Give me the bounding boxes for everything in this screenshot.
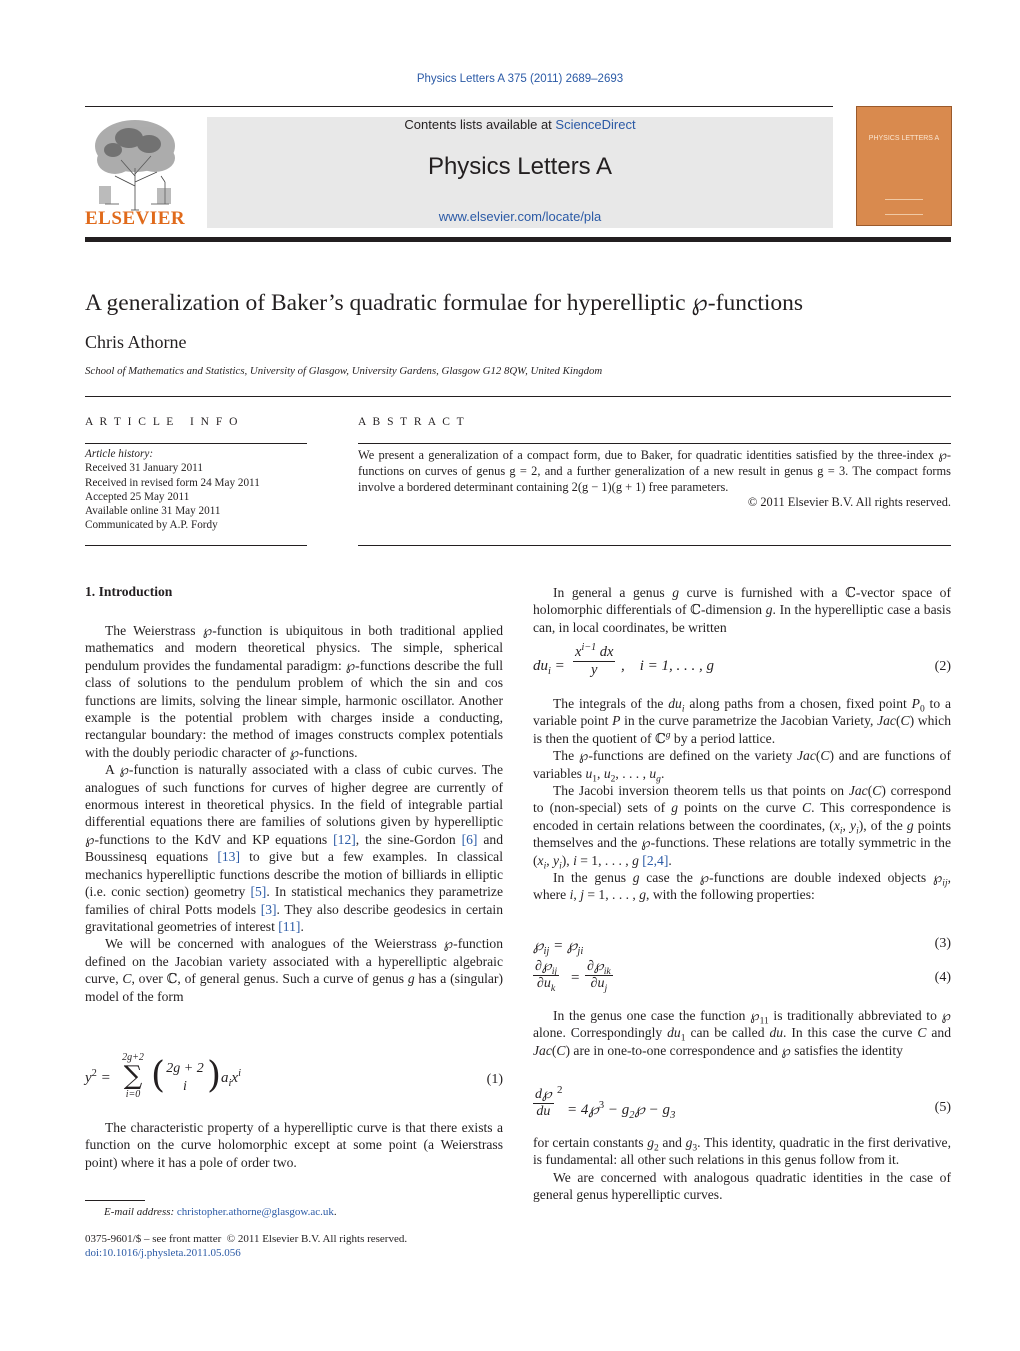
elsevier-logo-text: ELSEVIER	[85, 208, 186, 229]
article-history	[85, 447, 260, 533]
right-paragraph-8: We are concerned with analogous quadratic identities in the case of general genus hyperelliptic curves.	[533, 1169, 951, 1203]
intro-paragraphs	[85, 622, 503, 1005]
journal-citation[interactable]: Physics Letters A 375 (2011) 2689–2693	[416, 73, 624, 85]
equation-1: $y^2$ = 2g+2 ∑ i=0 ( 2g + 2 i ) $a_ix^i$ (1)	[85, 1052, 503, 1100]
section-heading-introduction: 1. Introduction	[85, 584, 173, 599]
equation-2: $du_i$ = $\frac{x^{i-1} dx}{y}$ , i = 1, . . . , g (2)	[533, 642, 951, 678]
ref-2-4-link[interactable]: [2,4]	[642, 852, 669, 868]
history-received: Received 31 January 2011	[85, 462, 203, 475]
journal-cover	[856, 106, 952, 226]
equation-number-2: (2)	[934, 659, 951, 674]
history-accepted: Accepted 25 May 2011	[85, 490, 190, 503]
contents-line	[207, 117, 833, 132]
intro-paragraph-2: A ℘-function is naturally associated with a class of cubic curves. The analogues of such functions for curves of higher degree are currently of enormous interest in theoretical physics. In the field of integrable partial differential equations there are families of solutions given by hyperelliptic ℘-functions to the KdV and KP equations [12], the sine-Gordon [6] and Boussinesq equations [13] to give but a few examples. In classical mechanics hyperelliptic functions describe the motion of billiards in elliptic (i.e. conic section) geometry [5]. In statistical mechanics they parametrize families of chiral Potts models [3]. They also describe geodesics in certain gravitational geometries of interest [11].	[85, 762, 503, 934]
article-title: A generalization of Baker’s quadratic formulae for hyperelliptic ℘-functions	[85, 290, 804, 316]
header-thick-rule	[85, 237, 951, 242]
article-info-heading: A R T I C L E I N F O	[85, 416, 240, 428]
cover-title: PHYSICS LETTERS A	[868, 135, 940, 142]
right-paragraph-7: for certain constants $g_2$ and $g_3$. This identity, quadratic in the first derivative, is fundamental: all other such relations in this genus follow from it.	[533, 1135, 951, 1168]
journal-title: Physics Letters A	[427, 153, 613, 180]
sciencedirect-link[interactable]: ScienceDirect	[555, 117, 636, 132]
email-end: .	[333, 1206, 337, 1218]
ref-5-link[interactable]: [5]	[250, 884, 267, 900]
right-paragraphs-3	[533, 1134, 951, 1204]
elsevier-tree-icon	[85, 116, 185, 212]
equation-number-1: (1)	[486, 1072, 503, 1087]
equation-5: $\frac{d℘}{du}$ 2 = 4℘$^3$ − $g_2℘ - g_3$ (5)	[535, 1084, 951, 1121]
intro-paragraph-4-block	[85, 1119, 503, 1171]
right-paragraph-1-block	[533, 584, 951, 636]
right-paragraph-6: In the genus one case the function $℘_{11}$ is traditionally abbreviated to ℘ alone. Correspondingly $du_1$ can be called du. In this case the curve C and Jac(C) are in one-to-one correspondence and ℘ satisfies the identity	[533, 1008, 951, 1058]
ref-3-link[interactable]: [3]	[260, 901, 277, 917]
header-top-rule	[85, 106, 833, 107]
ref-12-link[interactable]: [12]	[333, 831, 356, 847]
abstract-bottom-rule	[358, 545, 951, 546]
journal-url-link[interactable]: www.elsevier.com/locate/pla	[438, 209, 602, 224]
right-paragraph-4: The Jacobi inversion theorem tells us that points on Jac(C) correspond to (non-special) sets of g points on the curve C. This correspondence is encoded in certain relations between the coordinates, ($x_i$, $y_i$), of the g points themselves and the ℘-functions. These relations are totally symmetric in the ($x_i$, $y_i$), i = 1, . . . , g [2,4].	[533, 783, 952, 872]
equation-4: $\frac{\partial℘_{ij}}{\partial u_k}$ = $\frac{\partial℘_{ik}}{\partial u_j}$ (4)	[535, 959, 951, 994]
abstract-copyright: © 2011 Elsevier B.V. All rights reserved.	[747, 495, 951, 509]
article-info-rule	[85, 443, 307, 444]
equation-number-5: (5)	[934, 1100, 951, 1115]
equation-number-4: (4)	[934, 970, 951, 985]
front-matter: 0375-9601/$ – see front matter © 2011 Elsevier B.V. All rights reserved.	[85, 1233, 408, 1245]
ref-6-link[interactable]: [6]	[461, 831, 478, 847]
right-paragraphs-2	[533, 695, 951, 904]
right-paragraph-3: The ℘-functions are defined on the variety Jac(C) and are functions of variables $u_1$, $u_2$, . . . , $u_g$.	[533, 748, 951, 785]
right-paragraph-1: In general a genus g curve is furnished with a ℂ-vector space of holomorphic differentials of ℂ-dimension g. In the hyperelliptic case a basis can, in local coordinates, be written	[533, 585, 951, 635]
intro-paragraph-1: The Weierstrass ℘-function is ubiquitous in both traditional applied mathematics and modern theoretical physics. The simple, spherical pendulum provides the fundamental paradigm: ℘-functions describe the full class of solutions to the pendulum problem of which the sin and cos functions are limits, solving the linear simple, harmonic oscillator. Another example is the potential problem with charges inside a conducting, rectangular boundary: the method of images constructs complex potentials with the doubly periodic character of ℘-functions.	[85, 623, 503, 760]
history-online: Available online 31 May 2011	[85, 505, 221, 518]
ref-13-link[interactable]: [13]	[217, 849, 240, 865]
article-history-label: Article history:	[85, 448, 154, 460]
right-paragraph-2: The integrals of the $du_i$ along paths from a chosen, fixed point $P_0$ to a variable point P in the curve parametrize the Jacobian Variety, Jac(C) which is then the quotient of ℂ$^g$ by a period lattice.	[533, 696, 951, 746]
email-link[interactable]: christopher.athorne@glasgow.ac.uk	[176, 1206, 334, 1218]
history-revised: Received in revised form 24 May 2011	[85, 476, 260, 489]
article-affiliation: School of Mathematics and Statistics, University of Glasgow, University Gardens, Glasgow G12 8QW, United Kingdom	[85, 365, 603, 377]
history-communicated: Communicated by A.P. Fordy	[85, 519, 218, 532]
intro-paragraph-3: We will be concerned with analogues of the Weierstrass ℘-function defined on the Jacobian variety associated with a hyperelliptic algebraic curve, C, over ℂ, of general genus. Such a curve of genus g has a (singular) model of the form	[85, 936, 503, 1004]
abstract-rule	[358, 443, 951, 444]
equation-number-3: (3)	[934, 936, 951, 951]
footnote-rule	[85, 1200, 145, 1201]
elsevier-logo	[85, 116, 185, 228]
intro-paragraph-4: The characteristic property of a hyperelliptic curve is that there exists a function on the curve holomorphic except at some point (a Weierstrass point) where it has a pole of order two.	[85, 1120, 503, 1170]
journal-header-box	[207, 117, 833, 228]
email-label: E-mail address:	[104, 1206, 177, 1218]
abstract-heading: A B S T R A C T	[358, 416, 466, 428]
ref-11-link[interactable]: [11]	[278, 918, 301, 934]
article-info-bottom-rule	[85, 545, 307, 546]
article-author: Chris Athorne	[85, 332, 187, 352]
right-paragraph-6-block	[533, 1007, 951, 1059]
equation-3: $℘_{ij}$ = $℘_{ji}$ (3)	[533, 936, 951, 957]
footnote-email	[104, 1206, 337, 1218]
contents-prefix: Contents lists available at	[404, 117, 556, 132]
info-top-rule	[85, 396, 951, 397]
doi-link[interactable]: doi:10.1016/j.physleta.2011.05.056	[85, 1247, 241, 1259]
right-paragraph-5: In the genus g case the ℘-functions are double indexed objects $℘_{ij}$, where i, j = 1, . . . , g, with the following properties:	[533, 870, 951, 903]
cover-decoration	[885, 199, 923, 215]
abstract-text: We present a generalization of a compact form, due to Baker, for quadratic identities satisfied by the three-index ℘-functions on curves of genus g = 2, and a further generalization of a new result in genus g = 3. The compact forms involve a bordered determinant containing 2(g − 1)(g + 1) free parameters.	[358, 448, 951, 495]
